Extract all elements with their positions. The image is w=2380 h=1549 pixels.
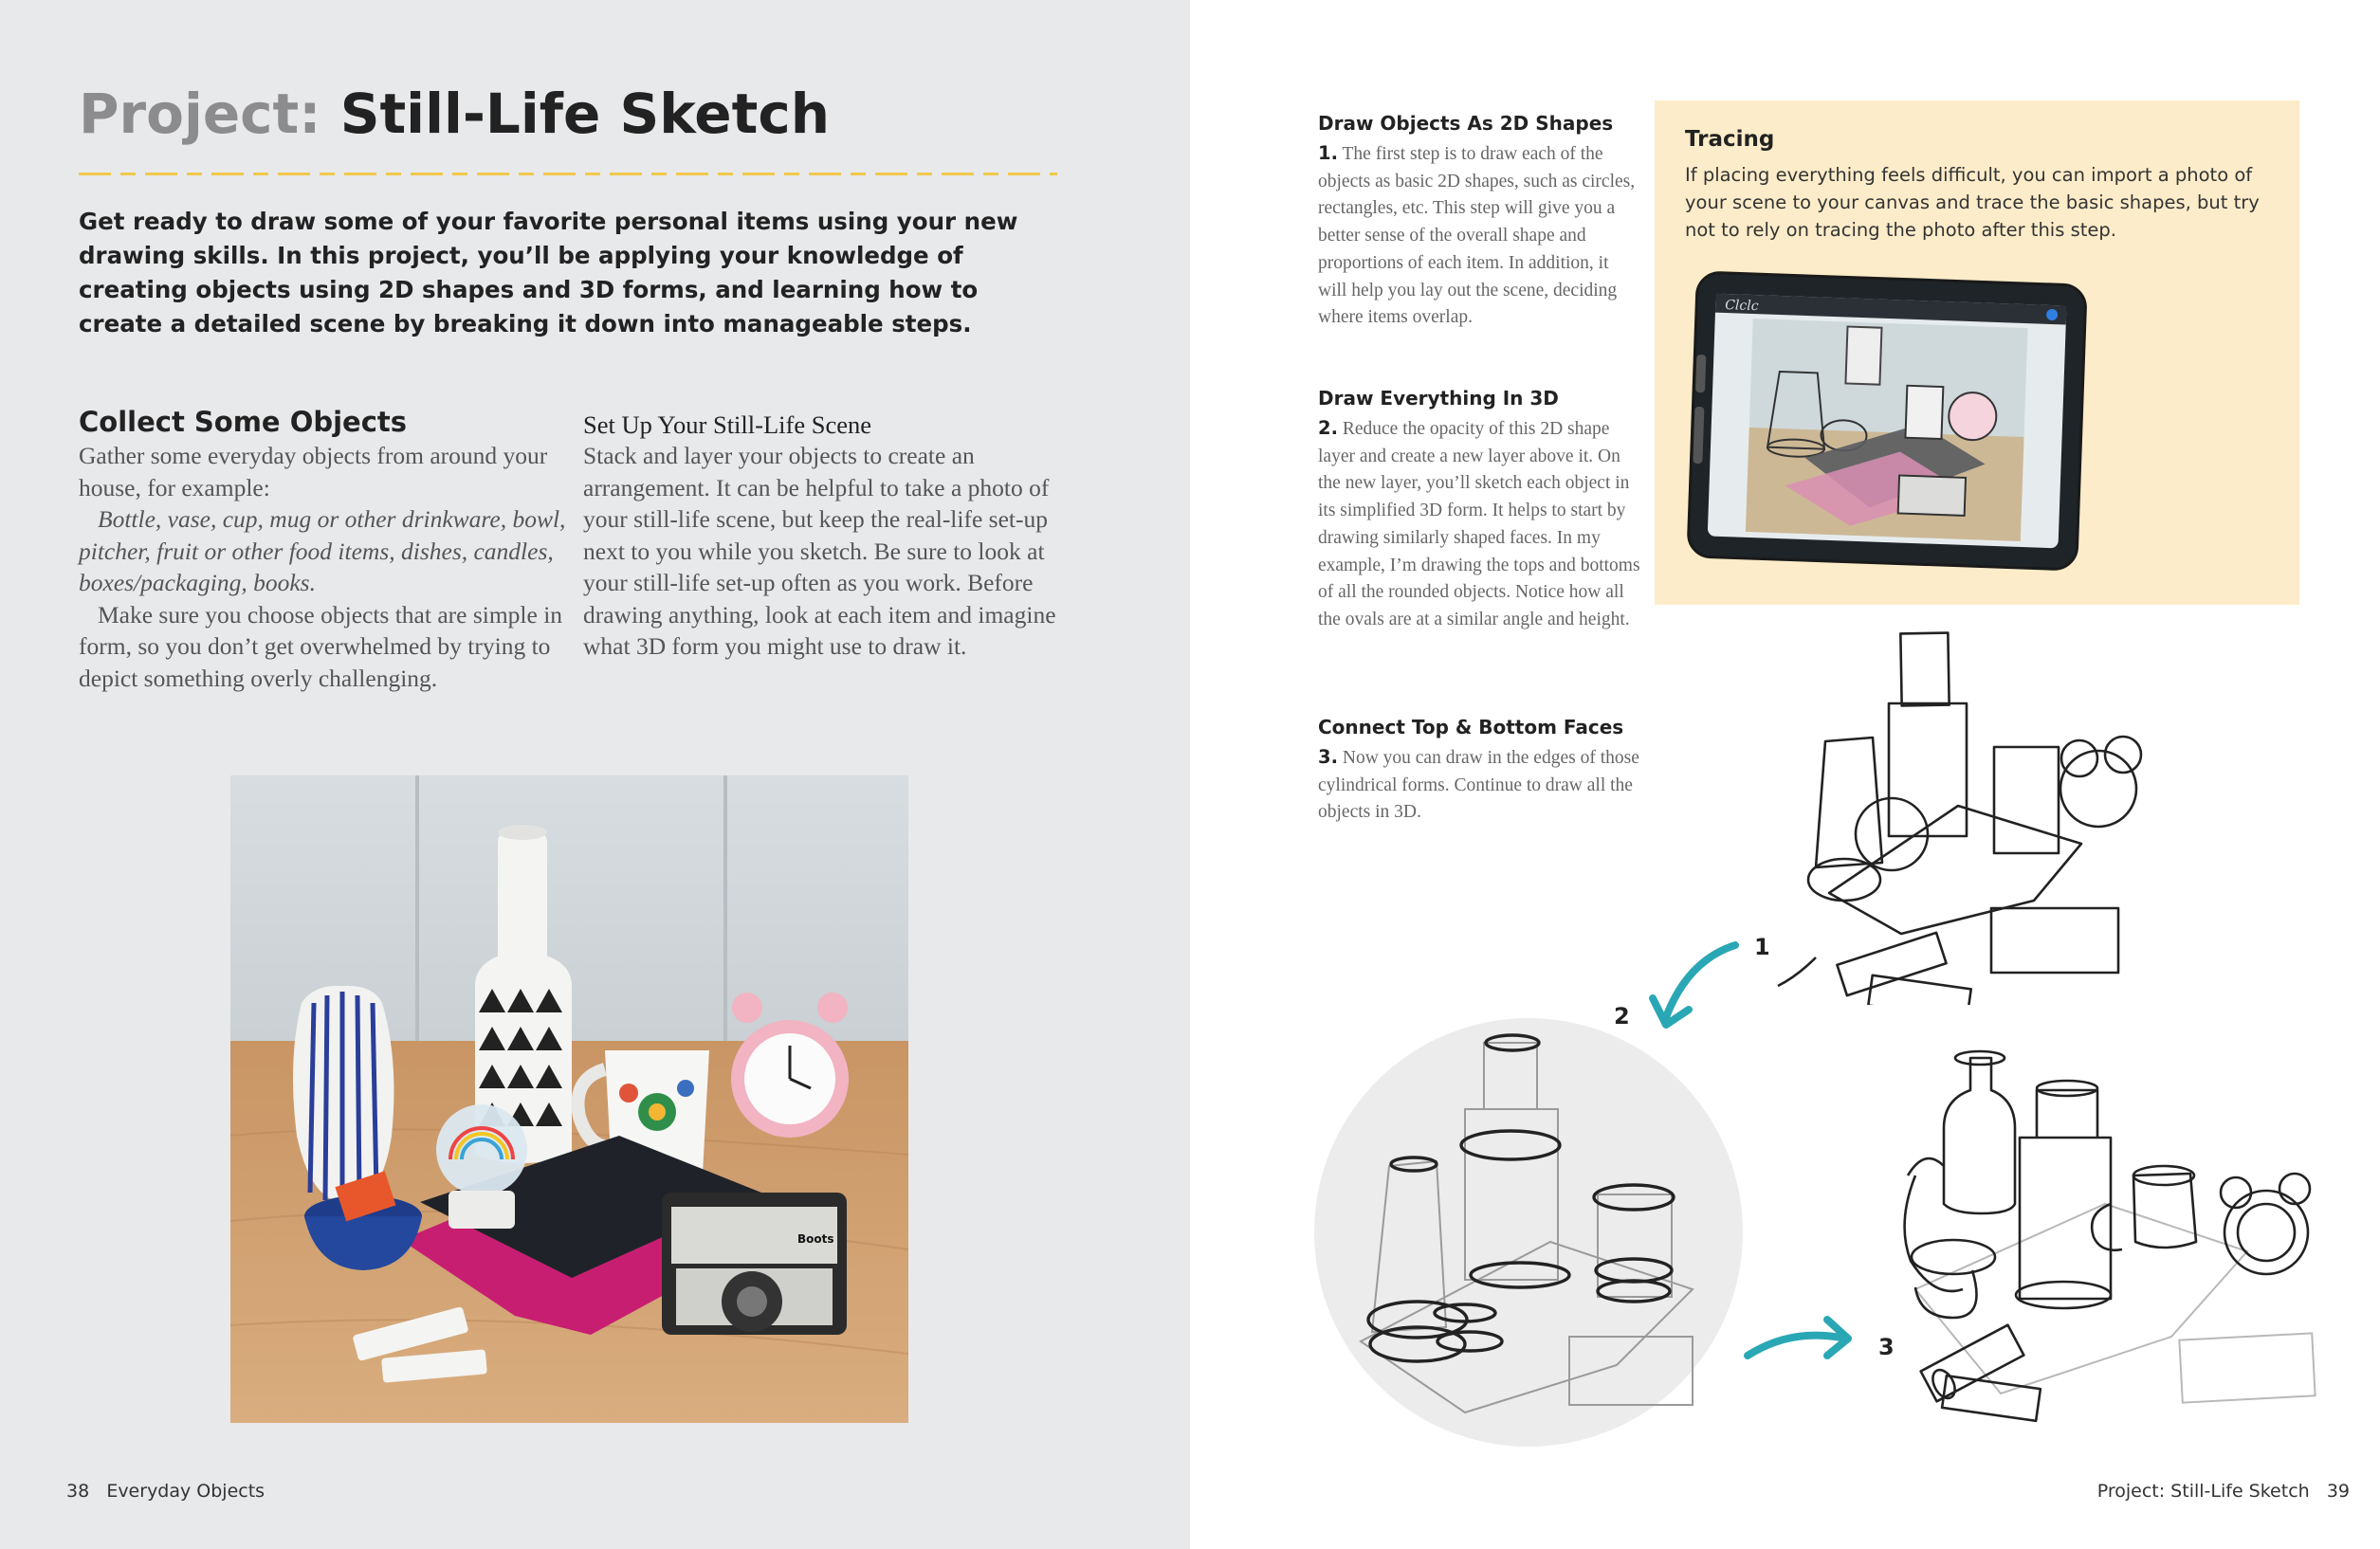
setup-body: Stack and layer your objects to create an arrangement. It can be helpful to take a photo of your still-life scene, but keep the real-life set-up next to you while you sketch. Be sure to look at your still-life set-up often as you work. Before drawing anything, look at each item and imagine what 3D form you might use to draw it. [583, 442, 1056, 660]
right-page [1190, 0, 2380, 1549]
camera [662, 1193, 847, 1335]
collect-heading: Collect Some Objects [79, 406, 408, 438]
snow-globe [436, 1104, 527, 1229]
tracing-sidebar [1655, 100, 2299, 605]
title-divider [79, 173, 1057, 175]
striped-vase [293, 986, 394, 1202]
sketch-step-2-circle [1313, 1014, 1759, 1450]
tracing-body: If placing everything feels difficult, you can import a photo of your scene to your canvas and trace the basic shapes, but try not to rely on tracing the photo after this step. [1685, 164, 2260, 241]
still-life-photo [230, 775, 908, 1423]
step-2-number: 2. [1318, 417, 1338, 439]
title-prefix: Project: [79, 82, 321, 146]
collect-paragraph-1: Gather some everyday objects from around your house, for example: [79, 442, 548, 501]
step-1-number: 1. [1318, 142, 1338, 164]
collect-body [79, 440, 572, 694]
still-life-photo-illustration [230, 775, 908, 1423]
arrow-2-to-3-icon [1740, 1308, 1863, 1375]
page-title [79, 80, 830, 148]
right-page-number: 39 [2326, 1481, 2350, 1502]
step-2-heading: Draw Everything In 3D [1318, 387, 1559, 410]
tablet-illustration [1683, 271, 2091, 574]
diagram-number-2: 2 [1614, 1003, 1630, 1030]
right-folio [2097, 1479, 2350, 1503]
step-3-number: 3. [1318, 746, 1338, 768]
left-section-name: Everyday Objects [106, 1481, 265, 1502]
step-3-heading: Connect Top & Bottom Faces [1318, 716, 1624, 738]
intro-paragraph: Get ready to draw some of your favorite personal items using your new drawing skills. In this project, you’ll be applying your knowledge of creating objects using 2D shapes and 3D forms, and learning how to create a detailed scene by breaking it down into manageable steps. [79, 208, 1018, 337]
step-2-text: Reduce the opacity of this 2D shape layer and create a new layer above it. On the new layer, you’ll sketch each object in its simplified 3D form. It helps to start by drawing similarly shaped faces. In my example, I’m drawing the tops and bottoms of all the rounded objects. Notice how all the ovals are at a similar angle and height. [1318, 419, 1640, 629]
left-page-number: 38 [66, 1481, 90, 1502]
step-3-body [1318, 744, 1640, 827]
title-main: Still-Life Sketch [339, 82, 831, 146]
right-running-title: Project: Still-Life Sketch [2096, 1481, 2310, 1502]
left-folio [66, 1479, 265, 1503]
collect-examples: Bottle, vase, cup, mug or other drinkware, bowl, pitcher, fruit or other food items, dishes, candles, boxes/packaging, books. [79, 505, 566, 596]
diagram-number-3: 3 [1878, 1334, 1895, 1360]
step-1-text: The first step is to draw each of the objects as basic 2D shapes, such as circles, rectangles, etc. This step will give you a better sense of the overall shape and proportions of each item. In addition, it will help you lay out the scene, deciding where items overlap. [1318, 144, 1636, 328]
camera-brand: Boots [797, 1232, 834, 1246]
sketch-step-1 [1740, 626, 2380, 1005]
collect-paragraph-3: Make sure you choose objects that are simple in form, so you don’t get overwhelmed by trying to depict something overly challenging. [79, 600, 563, 692]
step-3-text: Now you can draw in the edges of those cylindrical forms. Continue to draw all the objects in 3D. [1318, 748, 1639, 823]
sketch-step-3 [1887, 1033, 2361, 1450]
tablet-app-label: Clclc [1724, 297, 1759, 315]
tracing-heading: Tracing [1685, 127, 1775, 152]
step-1-heading: Draw Objects As 2D Shapes [1318, 112, 1614, 135]
setup-heading: Set Up Your Still-Life Scene [583, 410, 871, 439]
diagram-number-1: 1 [1754, 934, 1770, 960]
step-2-body [1318, 415, 1640, 634]
step-1-body [1318, 140, 1640, 332]
